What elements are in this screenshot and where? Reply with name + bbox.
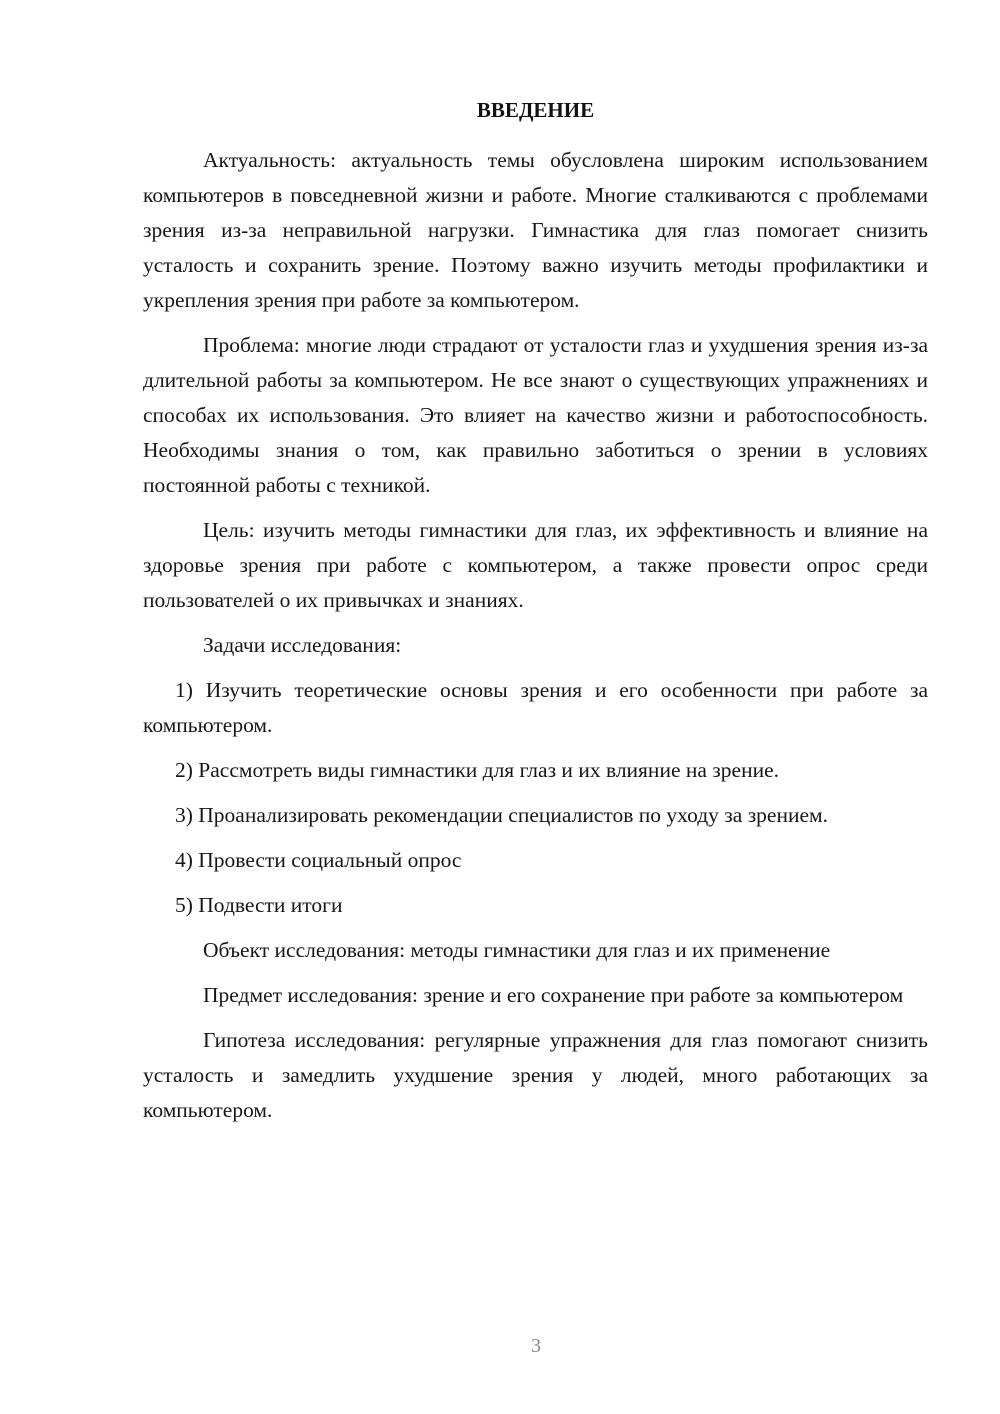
task-item-5: 5) Подвести итоги [175,893,343,917]
goal-paragraph: Цель: изучить методы гимнастики для глаз, их эффективность и влияние на здоровье зрения при работе с компьютером, а также провести опрос среди пользователей о их привычках и знаниях. [143,518,928,612]
subject-paragraph: Предмет исследования: зрение и его сохранение при работе за компьютером [203,983,904,1007]
object-paragraph: Объект исследования: методы гимнастики для глаз и их применение [203,938,831,962]
tasks-heading: Задачи исследования: [203,633,402,657]
page-number: 3 [531,1335,541,1357]
problem-paragraph: Проблема: многие люди страдают от усталости глаз и ухудшения зрения из-за длительной работы за компьютером. Не все знают о существующих упражнениях и способах их использования. Это влияет на качество жизни и работоспособность. Необходимы знания о том, как правильно заботиться о зрении в условиях постоянной работы с техникой. [143,333,928,497]
hypothesis-paragraph: Гипотеза исследования: регулярные упражнения для глаз помогают снизить усталость и замедлить ухудшение зрения у людей, много работающих за компьютером. [143,1028,928,1122]
task-item-1: 1) Изучить теоретические основы зрения и его особенности при работе за компьютером. [143,678,928,737]
page-title: ВВЕДЕНИЕ [476,98,595,122]
task-item-4: 4) Провести социальный опрос [175,848,462,872]
relevance-paragraph: Актуальность: актуальность темы обусловлена широким использованием компьютеров в повседневной жизни и работе. Многие сталкиваются с проблемами зрения из-за неправильной нагрузки. Гимнастика для глаз помогает снизить усталость и сохранить зрение. Поэтому важно изучить методы профилактики и укрепления зрения при работе за компьютером. [143,148,928,312]
task-item-2: 2) Рассмотреть виды гимнастики для глаз и их влияние на зрение. [175,758,780,782]
document-page [143,94,928,1138]
task-item-3: 3) Проанализировать рекомендации специалистов по уходу за зрением. [175,803,829,827]
